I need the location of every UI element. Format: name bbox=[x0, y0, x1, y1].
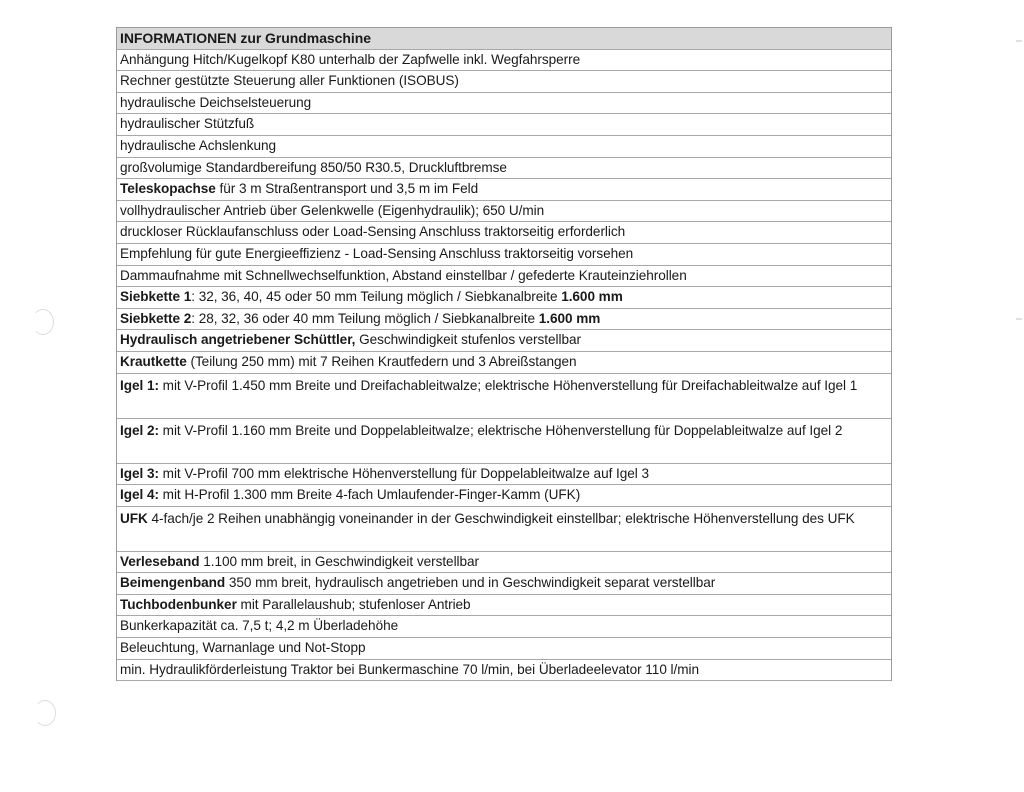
row-text: 1.100 mm breit, in Geschwindigkeit verstellbar bbox=[199, 553, 480, 569]
edge-mark bbox=[1016, 40, 1022, 42]
row-text: mit V-Profil 1.160 mm Breite und Doppelableitwalze; elektrische Höhenverstellung für Doppelableitwalze auf Igel 2 bbox=[158, 422, 843, 438]
row-text-bold: Hydraulisch angetriebener Schüttler, bbox=[120, 332, 356, 348]
row-text: Dammaufnahme mit Schnellwechselfunktion, Abstand einstellbar / gefederte Krauteinziehrollen bbox=[120, 267, 687, 283]
table-row bbox=[117, 50, 891, 72]
row-text: (Teilung 250 mm) mit 7 Reihen Krautfedern und 3 Abreißstangen bbox=[186, 353, 577, 369]
row-text: : 32, 36, 40, 45 oder 50 mm Teilung möglich / Siebkanalbreite bbox=[191, 289, 562, 305]
row-text-bold: Siebkette 1 bbox=[120, 289, 192, 305]
row-text-bold: Igel 2: bbox=[120, 422, 159, 438]
table-row bbox=[117, 419, 891, 464]
table-header: INFORMATIONEN zur Grundmaschine bbox=[117, 28, 891, 50]
row-text: Geschwindigkeit stufenlos verstellbar bbox=[355, 332, 581, 348]
table-row bbox=[117, 616, 891, 638]
row-text: mit H-Profil 1.300 mm Breite 4-fach Umlaufender-Finger-Kamm (UFK) bbox=[158, 487, 581, 503]
table-row bbox=[117, 374, 891, 419]
row-text: vollhydraulischer Antrieb über Gelenkwelle (Eigenhydraulik); 650 U/min bbox=[120, 202, 545, 218]
table-row bbox=[117, 573, 891, 595]
row-text: Rechner gestützte Steuerung aller Funktionen (ISOBUS) bbox=[120, 73, 459, 89]
row-text-bold: UFK bbox=[120, 510, 148, 526]
table-row bbox=[117, 71, 891, 93]
table-row bbox=[117, 179, 891, 201]
row-text-bold: Teleskopachse bbox=[120, 181, 216, 197]
row-text: mit Parallelaushub; stufenloser Antrieb bbox=[236, 596, 471, 612]
row-text: mit V-Profil 700 mm elektrische Höhenverstellung für Doppelableitwalze auf Igel 3 bbox=[158, 465, 649, 481]
row-text: hydraulischer Stützfuß bbox=[120, 116, 255, 132]
row-text: druckloser Rücklaufanschluss oder Load-Sensing Anschluss traktorseitig erforderlich bbox=[120, 224, 626, 240]
row-text: 350 mm breit, hydraulisch angetrieben und in Geschwindigkeit separat verstellbar bbox=[225, 575, 716, 591]
row-text: hydraulische Deichselsteuerung bbox=[120, 94, 312, 110]
table-row bbox=[117, 222, 891, 244]
table-row bbox=[117, 660, 891, 682]
row-text-bold: 1.600 mm bbox=[561, 289, 623, 305]
row-text-bold: Igel 4: bbox=[120, 487, 159, 503]
table-row bbox=[117, 595, 891, 617]
row-text-bold: Verleseband bbox=[120, 553, 200, 569]
table-row bbox=[117, 201, 891, 223]
table-row bbox=[117, 507, 891, 552]
row-text-bold: Igel 3: bbox=[120, 465, 159, 481]
table-row bbox=[117, 287, 891, 309]
row-text: für 3 m Straßentransport und 3,5 m im Feld bbox=[215, 181, 479, 197]
row-text-bold: Beimengenband bbox=[120, 575, 226, 591]
table-row bbox=[117, 244, 891, 266]
edge-mark bbox=[1016, 318, 1022, 320]
row-text: : 28, 32, 36 oder 40 mm Teilung möglich / Siebkanalbreite bbox=[191, 310, 539, 326]
row-text: hydraulische Achslenkung bbox=[120, 137, 276, 153]
table-row bbox=[117, 330, 891, 352]
row-text-bold: Siebkette 2 bbox=[120, 310, 192, 326]
row-text-bold: Tuchbodenbunker bbox=[120, 596, 237, 612]
table-row bbox=[117, 93, 891, 115]
punch-hole-lower bbox=[34, 700, 56, 726]
row-text: Empfehlung für gute Energieeffizienz - Load-Sensing Anschluss traktorseitig vorsehen bbox=[120, 245, 634, 261]
table-row bbox=[117, 464, 891, 486]
table-row bbox=[117, 266, 891, 288]
table-row bbox=[117, 352, 891, 374]
table-row bbox=[117, 309, 891, 331]
table-row bbox=[117, 552, 891, 574]
table-row bbox=[117, 158, 891, 180]
row-text: Bunkerkapazität ca. 7,5 t; 4,2 m Überladehöhe bbox=[120, 618, 399, 634]
row-text: mit V-Profil 1.450 mm Breite und Dreifachableitwalze; elektrische Höhenverstellung für Dreifachableitwalze auf Igel 1 bbox=[158, 377, 858, 393]
row-text-bold: 1.600 mm bbox=[538, 310, 601, 326]
row-text-bold: Igel 1: bbox=[120, 377, 159, 393]
row-text: 4-fach/je 2 Reihen unabhängig voneinander in der Geschwindigkeit einstellbar; elektrische Höhenverstellung des UFK bbox=[147, 510, 855, 526]
row-text-bold: Krautkette bbox=[120, 353, 187, 369]
punch-hole-upper bbox=[32, 309, 54, 335]
table-row bbox=[117, 638, 891, 660]
row-text: großvolumige Standardbereifung 850/50 R30.5, Druckluftbremse bbox=[120, 159, 507, 175]
row-text: Beleuchtung, Warnanlage und Not-Stopp bbox=[120, 640, 366, 656]
table-row bbox=[117, 485, 891, 507]
table-row bbox=[117, 114, 891, 136]
row-text: Anhängung Hitch/Kugelkopf K80 unterhalb der Zapfwelle inkl. Wegfahrsperre bbox=[120, 51, 581, 67]
table-row bbox=[117, 136, 891, 158]
row-text: min. Hydraulikförderleistung Traktor bei Bunkermaschine 70 l/min, bei Überladeelevator 110 l/min bbox=[120, 661, 700, 677]
machine-info-table bbox=[116, 27, 892, 681]
